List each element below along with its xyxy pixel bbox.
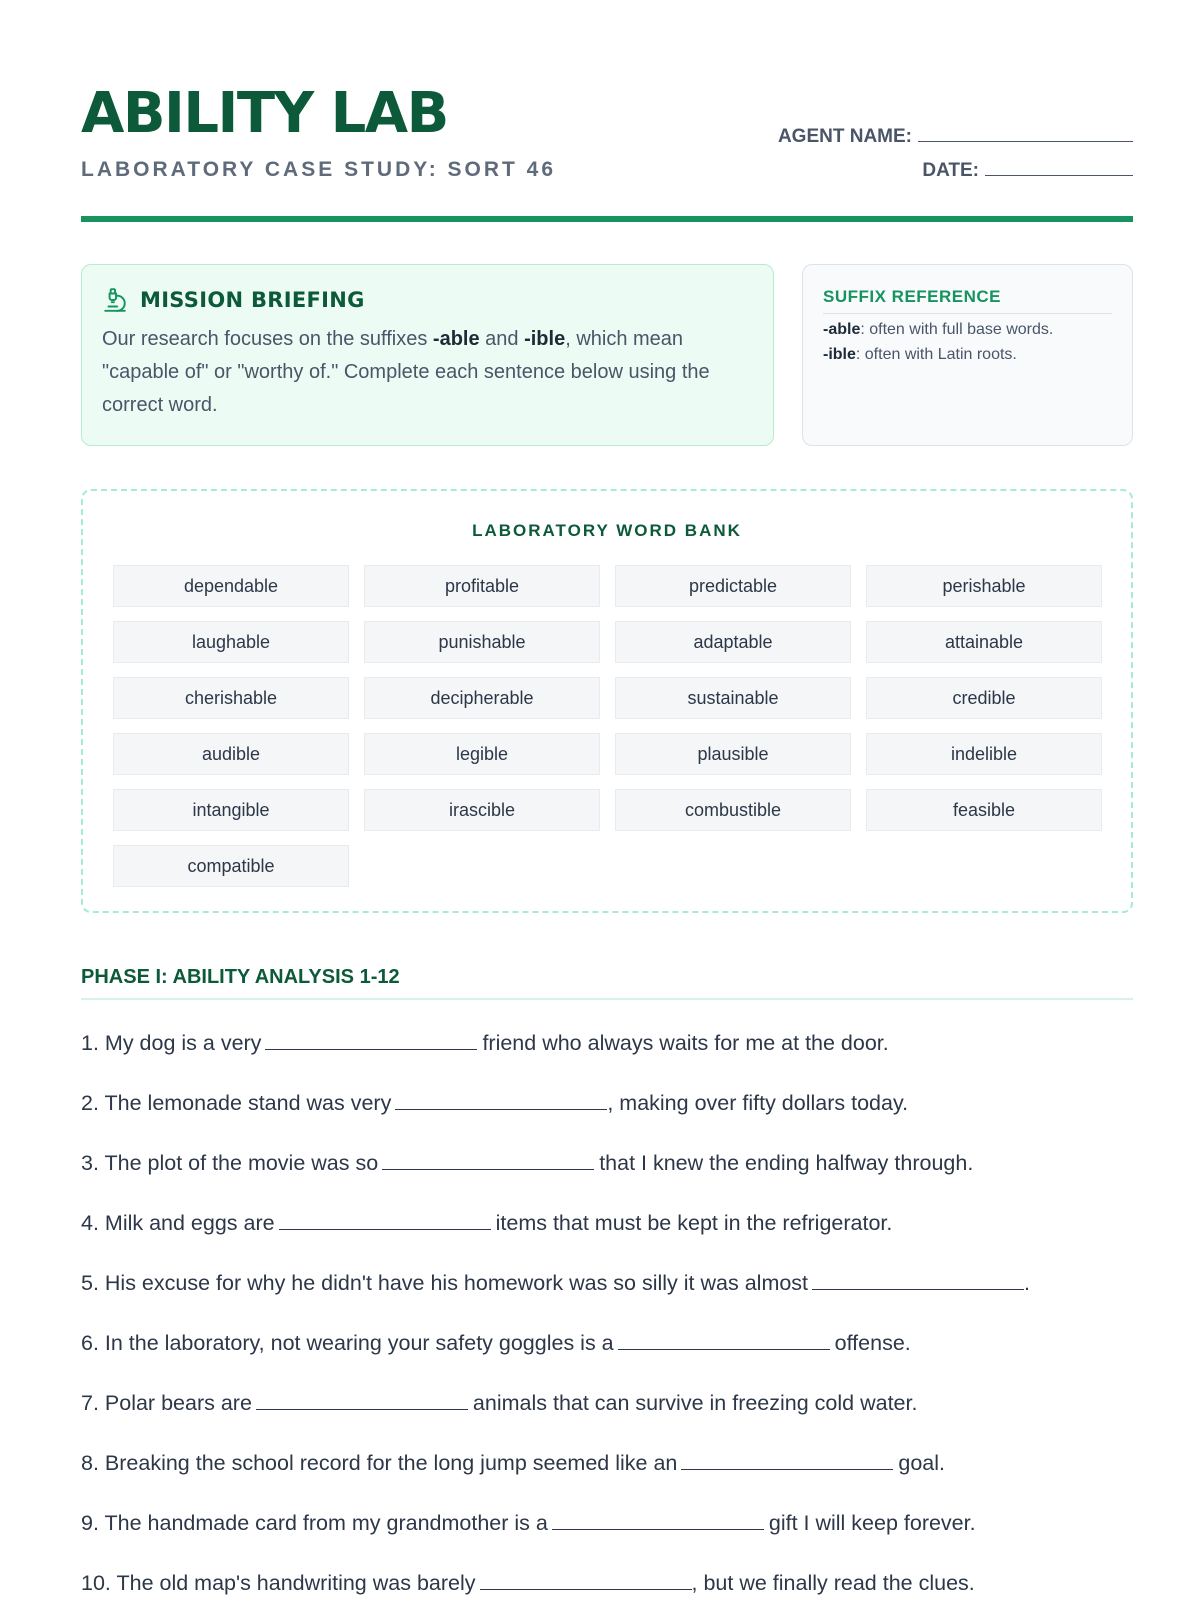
sentence-text-before: 7. Polar bears are: [81, 1391, 252, 1415]
word-bank-word: sustainable: [615, 677, 851, 719]
briefing-title: MISSION BRIEFING: [140, 288, 365, 312]
sentence-item: [81, 1328, 1133, 1388]
sentence-text-before: 6. In the laboratory, not wearing your safety goggles is a: [81, 1331, 614, 1355]
suffix-reference-row: -ible: often with Latin roots.: [823, 346, 1017, 363]
sentence-item: [81, 1388, 1133, 1448]
suffix-ible-emphasis: -ible: [524, 328, 566, 350]
sentence-text-after: .: [1024, 1271, 1031, 1295]
page-title: ABILITY LAB: [81, 81, 448, 146]
sentence-text-before: 8. Breaking the school record for the long jump seemed like an: [81, 1451, 678, 1475]
answer-blank[interactable]: [681, 1448, 893, 1470]
mission-briefing-card: [81, 264, 774, 446]
word-bank-title: LABORATORY WORD BANK: [472, 521, 742, 540]
sentence-text-after: offense.: [834, 1331, 911, 1355]
sentence-list: [81, 1028, 1133, 1600]
word-bank: [81, 489, 1133, 913]
word-bank-word: legible: [364, 733, 600, 775]
sentence-item: [81, 1268, 1133, 1328]
sentence-text-before: 4. Milk and eggs are: [81, 1211, 275, 1235]
word-bank-word: audible: [113, 733, 349, 775]
agent-name-label: AGENT NAME:: [777, 126, 912, 147]
word-bank-word: feasible: [866, 789, 1102, 831]
word-bank-word: decipherable: [364, 677, 600, 719]
answer-blank[interactable]: [552, 1508, 764, 1530]
worksheet-page: [81, 0, 1133, 1600]
sentence-text-before: 3. The plot of the movie was so: [81, 1151, 379, 1175]
date-field[interactable]: [922, 160, 1133, 182]
answer-blank[interactable]: [480, 1568, 692, 1590]
word-bank-word: irascible: [364, 789, 600, 831]
page-subtitle: LABORATORY CASE STUDY: SORT 46: [81, 158, 557, 181]
header-divider: [81, 216, 1133, 222]
word-bank-word: intangible: [113, 789, 349, 831]
briefing-text: Our research focuses on the suffixes -able and -ible, which mean "capable of" or "worthy of." Complete each sentence below using the correct word.: [102, 328, 710, 416]
sentence-text-after: that I knew the ending halfway through.: [599, 1151, 974, 1175]
sentence-text-before: 1. My dog is a very: [81, 1031, 262, 1055]
word-bank-word: compatible: [113, 845, 349, 887]
word-bank-word: laughable: [113, 621, 349, 663]
answer-blank[interactable]: [279, 1208, 491, 1230]
sentence-text-after: , making over fifty dollars today.: [607, 1091, 909, 1115]
answer-blank[interactable]: [618, 1328, 830, 1350]
sentence-text-before: 10. The old map's handwriting was barely: [81, 1571, 476, 1595]
sentence-text-after: gift I will keep forever.: [768, 1511, 976, 1535]
sentence-text-after: , but we finally read the clues.: [691, 1571, 975, 1595]
sentence-item: [81, 1448, 1133, 1508]
date-blank[interactable]: [985, 162, 1133, 176]
microscope-icon: [102, 287, 128, 313]
agent-name-blank[interactable]: [918, 128, 1133, 142]
sentence-text-after: friend who always waits for me at the door.: [482, 1031, 889, 1055]
word-bank-word: adaptable: [615, 621, 851, 663]
suffix-reference-card: [802, 264, 1133, 446]
word-bank-grid: [113, 565, 1103, 887]
suffix-reference-row: -able: often with full base words.: [823, 321, 1054, 338]
answer-blank[interactable]: [265, 1028, 477, 1050]
answer-blank[interactable]: [382, 1148, 594, 1170]
word-bank-word: plausible: [615, 733, 851, 775]
word-bank-word: cherishable: [113, 677, 349, 719]
sentence-item: [81, 1568, 1133, 1600]
sentence-item: [81, 1088, 1133, 1148]
sentence-text-after: goal.: [898, 1451, 945, 1475]
agent-name-field[interactable]: [778, 126, 1133, 148]
answer-blank[interactable]: [256, 1388, 468, 1410]
word-bank-word: credible: [866, 677, 1102, 719]
suffix-able-emphasis: -able: [432, 328, 480, 350]
word-bank-word: combustible: [615, 789, 851, 831]
phase-heading: PHASE I: ABILITY ANALYSIS 1-12: [81, 966, 1133, 1000]
sentence-item: [81, 1148, 1133, 1208]
answer-blank[interactable]: [812, 1268, 1024, 1290]
sentence-text-after: items that must be kept in the refrigerator.: [495, 1211, 893, 1235]
answer-blank[interactable]: [395, 1088, 607, 1110]
sentence-item: [81, 1208, 1133, 1268]
sentence-text-before: 2. The lemonade stand was very: [81, 1091, 392, 1115]
suffix-reference-title: SUFFIX REFERENCE: [823, 287, 1112, 314]
sentence-text-before: 9. The handmade card from my grandmother is a: [81, 1511, 548, 1535]
word-bank-word: attainable: [866, 621, 1102, 663]
word-bank-word: punishable: [364, 621, 600, 663]
sentence-text-after: animals that can survive in freezing cold water.: [472, 1391, 918, 1415]
sentence-text-before: 5. His excuse for why he didn't have his homework was so silly it was almost: [81, 1271, 809, 1295]
word-bank-word: perishable: [866, 565, 1102, 607]
sentence-item: [81, 1508, 1133, 1568]
word-bank-word: dependable: [113, 565, 349, 607]
sentence-item: [81, 1028, 1133, 1088]
word-bank-word: profitable: [364, 565, 600, 607]
word-bank-word: indelible: [866, 733, 1102, 775]
word-bank-word: predictable: [615, 565, 851, 607]
date-label: DATE:: [922, 160, 979, 181]
